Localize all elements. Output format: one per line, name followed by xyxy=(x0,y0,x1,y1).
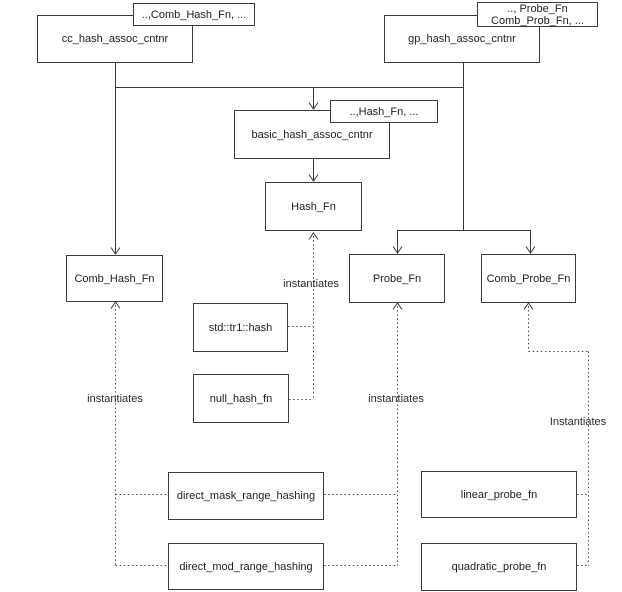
node-hash-fn: Hash_Fn xyxy=(265,182,362,231)
dotted-arrowheads xyxy=(111,233,533,310)
edge-label-hash-instantiates: instantiates xyxy=(283,278,339,290)
edge-label-comb-probe-instantiates: Instantiates xyxy=(549,416,607,428)
node-probe-fn: Probe_Fn xyxy=(349,254,445,303)
node-cc-hash-assoc-cntnr: cc_hash_assoc_cntnr xyxy=(37,15,193,63)
template-params-basic-box: ..,Hash_Fn, ... xyxy=(330,100,438,123)
node-comb-probe-fn: Comb_Probe_Fn xyxy=(481,254,576,303)
node-comb-hash-fn: Comb_Hash_Fn xyxy=(66,255,163,302)
template-params-cc-box: ..,Comb_Hash_Fn, ... xyxy=(133,3,255,26)
node-direct-mod-range-hashing: direct_mod_range_hashing xyxy=(168,543,324,590)
edge-label-probe-instantiates: instantiates xyxy=(368,393,424,405)
node-direct-mask-range-hashing: direct_mask_range_hashing xyxy=(168,472,324,520)
node-basic-hash-assoc-cntnr: basic_hash_assoc_cntnr xyxy=(234,110,390,159)
node-null-hash-fn: null_hash_fn xyxy=(193,374,289,423)
node-std-tr1-hash: std::tr1::hash xyxy=(193,303,288,352)
template-params-gp-box xyxy=(477,2,598,27)
edge-label-comb-hash-instantiates: instantiates xyxy=(87,393,143,405)
node-linear-probe-fn: linear_probe_fn xyxy=(421,471,577,518)
template-params-gp-line1: .., Probe_Fn xyxy=(507,2,568,15)
template-params-gp-line2: Comb_Prob_Fn, ... xyxy=(491,14,584,27)
node-gp-hash-assoc-cntnr: gp_hash_assoc_cntnr xyxy=(384,15,540,63)
node-quadratic-probe-fn: quadratic_probe_fn xyxy=(421,543,577,591)
